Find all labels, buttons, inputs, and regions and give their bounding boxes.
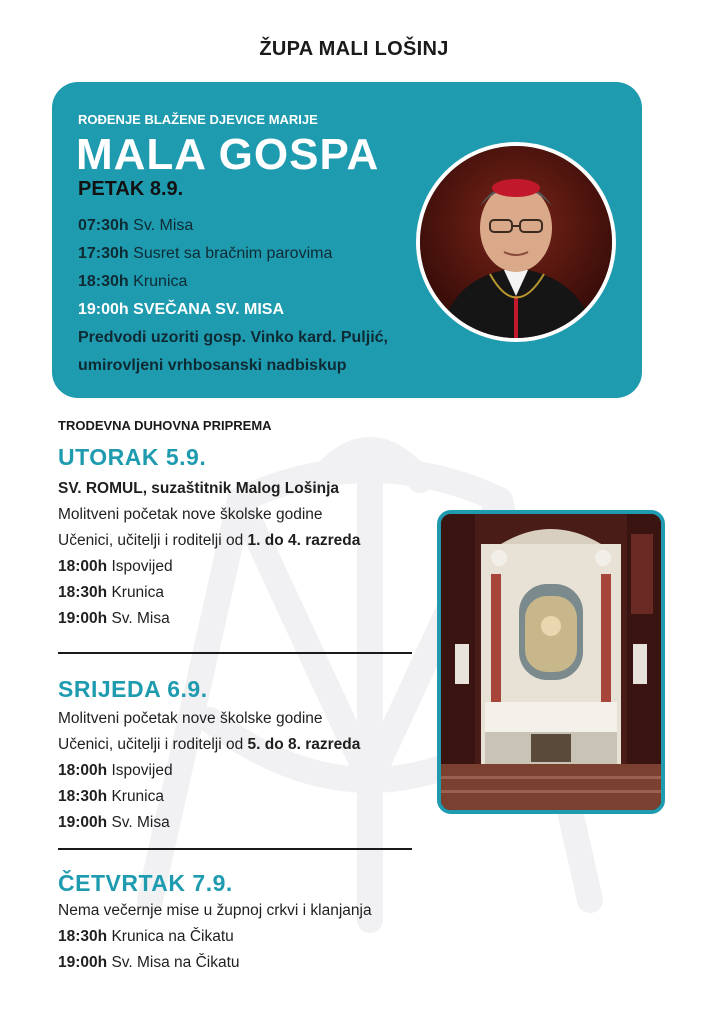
participants-grades: 1. do 4. razreda: [247, 532, 361, 549]
schedule-event: Krunica na Čikatu: [111, 928, 234, 945]
schedule-event: Susret sa bračnim parovima: [133, 245, 333, 262]
schedule-event: Krunica: [111, 584, 164, 601]
celebrant-line: Predvodi uzoriti gosp. Vinko kard. Puljić,: [78, 329, 388, 346]
schedule-time: 17:30h: [78, 245, 129, 262]
church-altar-photo: [437, 510, 665, 814]
feast-schedule: [78, 212, 438, 324]
schedule-row: [78, 240, 438, 268]
schedule-event: Sv. Misa: [133, 217, 194, 234]
schedule-row: [58, 784, 360, 810]
schedule-time: 18:30h: [58, 788, 108, 805]
day-block-thursday: [58, 898, 372, 976]
schedule-time: 19:00h: [58, 954, 108, 971]
schedule-time: 18:30h: [58, 584, 108, 601]
portrait-illustration: [420, 146, 612, 338]
schedule-row: [58, 758, 360, 784]
day-note: Molitveni početak nove školske godine: [58, 710, 323, 727]
day-note: Molitveni početak nove školske godine: [58, 506, 323, 523]
schedule-event: Sv. Misa: [111, 814, 170, 831]
schedule-time: 07:30h: [78, 217, 129, 234]
schedule-event: Krunica: [111, 788, 164, 805]
schedule-event: Sv. Misa: [111, 610, 170, 627]
schedule-time: 18:30h: [78, 273, 129, 290]
divider: [58, 848, 412, 850]
schedule-time: 19:00h: [58, 610, 108, 627]
day-participants: [58, 528, 360, 554]
day-title-tuesday: UTORAK 5.9.: [58, 444, 207, 470]
schedule-event: Ispovijed: [111, 558, 173, 575]
celebrant-line: umirovljeni vrhbosanski nadbiskup: [78, 357, 347, 374]
schedule-event: Ispovijed: [111, 762, 173, 779]
altar-illustration: [441, 514, 661, 810]
feature-banner: [52, 82, 642, 398]
day-participants: [58, 732, 360, 758]
schedule-time: 19:00h: [78, 301, 129, 318]
feast-kicker: ROĐENJE BLAŽENE DJEVICE MARIJE: [78, 112, 318, 127]
page-title: ŽUPA MALI LOŠINJ: [259, 38, 449, 60]
day-block-tuesday: [58, 476, 360, 632]
schedule-row: [78, 212, 438, 240]
schedule-time: 18:30h: [58, 928, 108, 945]
schedule-time: 18:00h: [58, 762, 108, 779]
day-title-wednesday: SRIJEDA 6.9.: [58, 676, 208, 702]
participants-grades: 5. do 8. razreda: [247, 736, 361, 753]
schedule-row: [58, 810, 360, 836]
day-block-wednesday: [58, 706, 360, 836]
schedule-event: SVEČANA SV. MISA: [133, 301, 285, 318]
schedule-row: [58, 580, 360, 606]
schedule-event: Sv. Misa na Čikatu: [111, 954, 240, 971]
day-note: Nema večernje mise u župnoj crkvi i klanjanja: [58, 902, 372, 919]
participants-text: Učenici, učitelji i roditelji od: [58, 532, 248, 549]
schedule-row: [58, 554, 360, 580]
schedule-time: 18:00h: [58, 558, 108, 575]
schedule-event: Krunica: [133, 273, 188, 290]
schedule-row: [58, 924, 372, 950]
schedule-row: [58, 606, 360, 632]
feast-date: PETAK 8.9.: [78, 178, 184, 200]
schedule-row-highlight: [78, 296, 438, 324]
section-label: TRODEVNA DUHOVNA PRIPREMA: [58, 418, 272, 433]
celebrant-text: [78, 324, 458, 380]
schedule-row: [78, 268, 438, 296]
divider: [58, 652, 412, 654]
schedule-row: [58, 950, 372, 976]
cardinal-portrait: [416, 142, 616, 342]
day-subtitle: SV. ROMUL, suzaštitnik Malog Lošinja: [58, 480, 340, 497]
day-title-thursday: ČETVRTAK 7.9.: [58, 870, 233, 896]
schedule-time: 19:00h: [58, 814, 108, 831]
feast-headline: MALA GOSPA: [76, 130, 380, 179]
participants-text: Učenici, učitelji i roditelji od: [58, 736, 248, 753]
